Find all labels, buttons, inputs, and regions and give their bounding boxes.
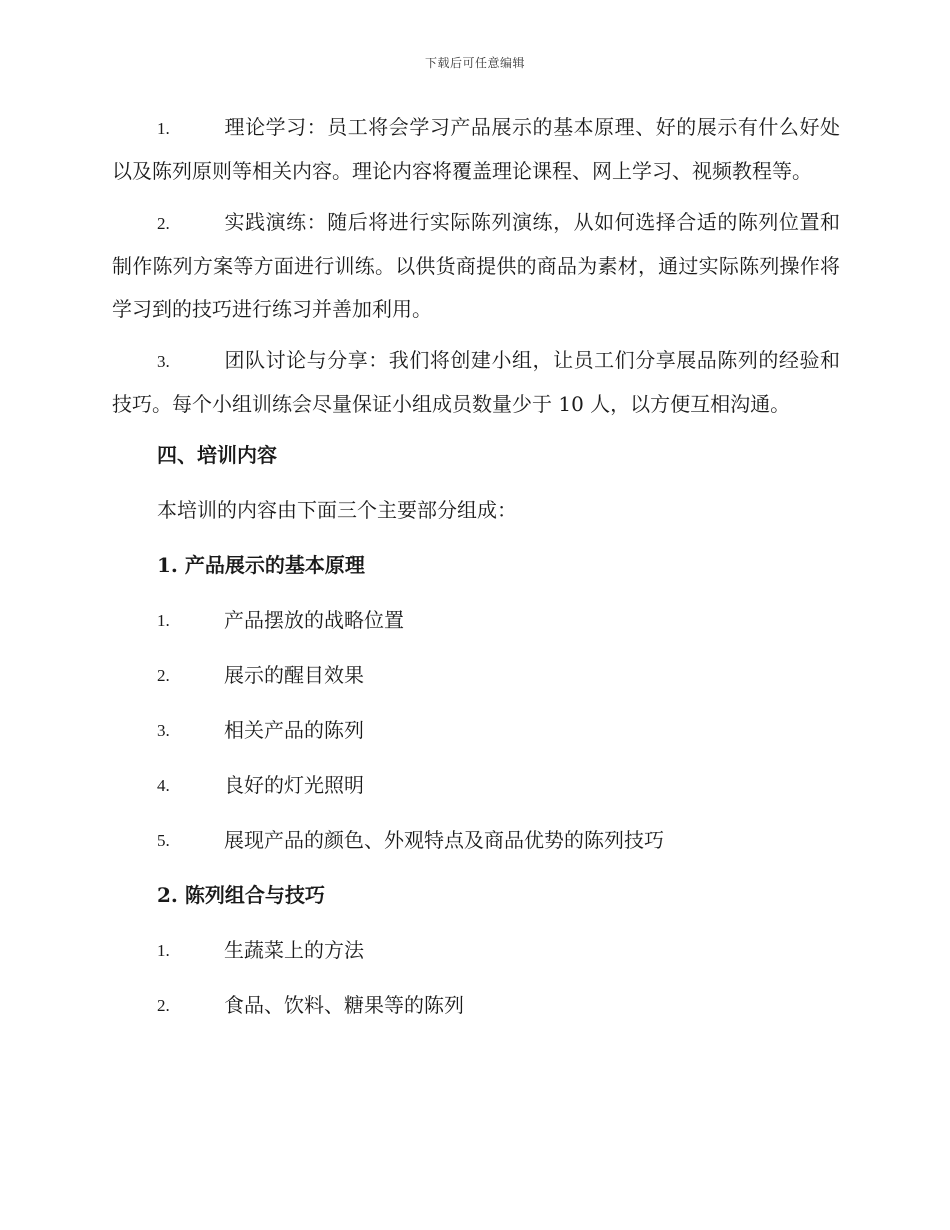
list-item-text: 相关产品的陈列	[224, 718, 364, 742]
list-number: 2.	[157, 214, 170, 233]
list-paragraph-3	[112, 339, 840, 426]
section-intro: 本培训的内容由下面三个主要部分组成：	[157, 498, 517, 522]
page-header: 下载后可任意编辑	[424, 56, 525, 70]
paragraph-text: 团队讨论与分享：我们将创建小组，让员工们分享展品陈列的经验和技巧。每个小组训练会尽量保证小组成员数量少于 10 人，以方便互相沟通。	[112, 348, 840, 416]
list-item	[157, 764, 840, 807]
list-number: 2.	[157, 996, 170, 1015]
list-item	[157, 819, 840, 862]
list-number: 2.	[157, 666, 170, 685]
list-number: 3.	[157, 352, 170, 371]
list-item-text: 展现产品的颜色、外观特点及商品优势的陈列技巧	[224, 828, 664, 852]
list-item-text: 食品、饮料、糖果等的陈列	[224, 993, 464, 1017]
list-number: 4.	[157, 776, 170, 795]
list-item-text: 产品摆放的战略位置	[224, 608, 404, 632]
list-item-text: 展示的醒目效果	[224, 663, 364, 687]
list-paragraph-1	[112, 106, 840, 193]
list-item	[157, 709, 840, 752]
subsection-heading-2: 2. 陈列组合与技巧	[157, 883, 325, 907]
list-number: 1.	[157, 119, 170, 138]
list-number: 3.	[157, 721, 170, 740]
section-heading: 四、培训内容	[157, 443, 277, 467]
paragraph-text: 实践演练：随后将进行实际陈列演练，从如何选择合适的陈列位置和制作陈列方案等方面进行训练。以供货商提供的商品为素材，通过实际陈列操作将学习到的技巧进行练习并善加利用。	[112, 210, 840, 321]
list-number: 1.	[157, 611, 170, 630]
list-item-text: 生蔬菜上的方法	[224, 938, 364, 962]
list-number: 5.	[157, 831, 170, 850]
list-number: 1.	[157, 941, 170, 960]
list-paragraph-2	[112, 201, 840, 331]
list-item	[157, 984, 840, 1027]
document-body	[112, 106, 840, 1039]
list-item-text: 良好的灯光照明	[224, 773, 364, 797]
subsection-heading-1: 1. 产品展示的基本原理	[157, 553, 365, 577]
list-item	[157, 599, 840, 642]
list-item	[157, 654, 840, 697]
list-item	[157, 929, 840, 972]
paragraph-text: 理论学习：员工将会学习产品展示的基本原理、好的展示有什么好处以及陈列原则等相关内容。理论内容将覆盖理论课程、网上学习、视频教程等。	[112, 115, 840, 183]
